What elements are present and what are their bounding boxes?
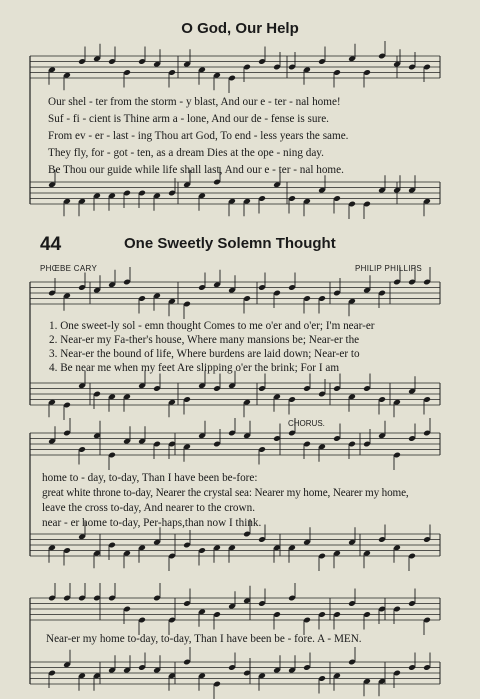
lyricist-credit: PHŒBE CARY: [40, 264, 98, 273]
hymn1-verse-2: Suf - fi - cient is Thine arm a - lone, And our de - fense is sure.: [48, 113, 329, 125]
hymn2-verse-3-cont: leave the cross to-day, And nearer to the crown.: [42, 502, 255, 514]
hymn2-verse-1-cont: home to - day, to-day, Than I have been be-fore:: [42, 472, 258, 484]
hymn2-verse-3: 3. Near-er the bound of life, Where burdens are laid down; Near-er to: [49, 348, 360, 360]
hymn-number: 44: [40, 234, 62, 255]
hymn1-verse-3: From ev - er - last - ing Thou art God, To end - less years the same.: [48, 130, 349, 142]
composer-credit: PHILIP PHILLIPS: [355, 264, 423, 273]
hymn2-verse-4-cont: near - er home to-day, Per-haps,than now I think.: [42, 517, 262, 529]
hymn2-verse-2: 2. Near-er my Fa-ther's house, Where many mansions be; Near-er the: [49, 334, 360, 346]
hymn2-verse-2-cont: great white throne to-day, Nearer the crystal sea: Nearer my home, Nearer my home,: [42, 487, 409, 499]
hymn2-verse-4: 4. Be near me when my feet Are slipping o'er the brink; For I am: [49, 362, 340, 374]
hymn2-verse-1: 1. One sweet-ly sol - emn thought Comes to me o'er and o'er; I'm near-er: [49, 320, 375, 332]
hymn1-verse-1: Our shel - ter from the storm - y blast, And our e - ter - nal home!: [48, 96, 341, 108]
hymn2-title: One Sweetly Solemn Thought: [124, 235, 336, 252]
hymn2-refrain: Near-er my home to-day, to-day, Than I have been be - fore. A - MEN.: [46, 633, 362, 645]
chorus-label: CHORUS.: [288, 419, 325, 428]
hymn1-verse-5: Be Thou our guide while life shall last, And our e - ter - nal home.: [48, 164, 344, 176]
hymn1-verse-4: They fly, for - got - ten, as a dream Dies at the ope - ning day.: [48, 147, 324, 159]
hymn1-title: O God, Our Help: [181, 20, 299, 37]
